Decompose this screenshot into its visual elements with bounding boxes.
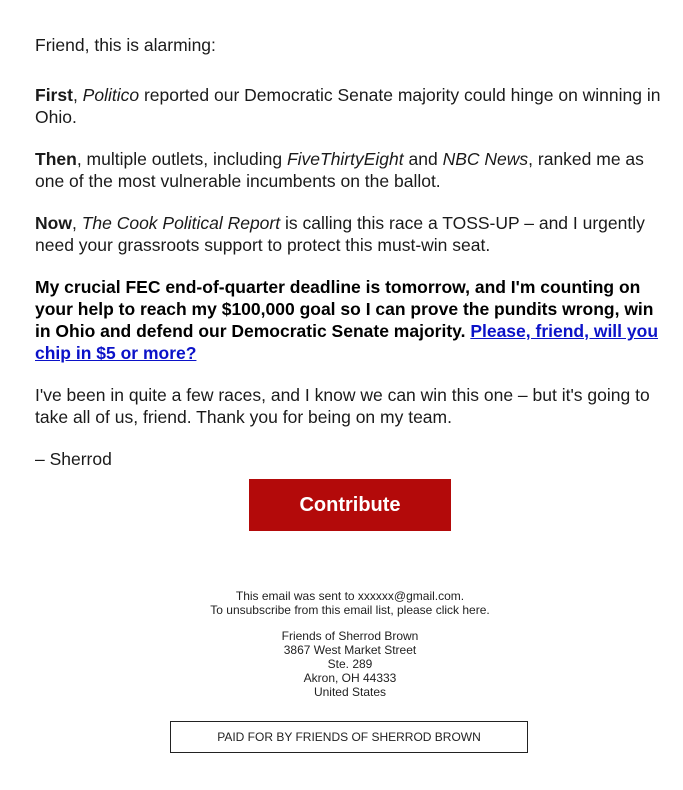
org-name: Friends of Sherrod Brown: [281, 629, 419, 643]
street-address: 3867 West Market Street: [283, 643, 417, 657]
email-body: [35, 34, 667, 470]
email-footer: [0, 589, 683, 699]
lead-now: Now: [35, 213, 72, 233]
greeting: Friend, this is alarming:: [35, 35, 216, 55]
signoff: – Sherrod: [35, 449, 112, 469]
suite: Ste. 289: [327, 657, 373, 671]
contribute-button[interactable]: Contribute: [249, 479, 451, 531]
chip-in-link[interactable]: Please, friend, will you chip in $5 or more?: [35, 321, 659, 363]
paid-for-disclaimer: PAID FOR BY FRIENDS OF SHERROD BROWN: [170, 721, 528, 753]
source-fivethirtyeight: FiveThirtyEight: [286, 149, 404, 169]
paragraph-politico: First, Politico reported our Democratic Senate majority could hinge on winning in Ohio.: [35, 85, 661, 127]
paragraph-cook-report: Now, The Cook Political Report is calling this race a TOSS-UP – and I urgently need your grassroots support to protect this must-win seat.: [35, 213, 645, 255]
country: United States: [313, 685, 387, 699]
paragraph-closing: I've been in quite a few races, and I know we can win this one – but it's going to take all of us, friend. Thank you for being on my team.: [35, 385, 650, 427]
source-politico: Politico: [82, 85, 140, 105]
paragraph-outlets: Then, multiple outlets, including FiveThirtyEight and NBC News, ranked me as one of the most vulnerable incumbents on the ballot.: [35, 149, 644, 191]
lead-first: First: [35, 85, 73, 105]
lead-then: Then: [35, 149, 77, 169]
paragraph-deadline: My crucial FEC end-of-quarter deadline is tomorrow, and I'm counting on your help to reach my $100,000 goal so I can prove the pundits wrong, win in Ohio and defend our Democratic Senate majority. Please, friend, will you chip in $5 or more?: [35, 277, 659, 363]
source-cook-report: The Cook Political Report: [81, 213, 281, 233]
city-state-zip: Akron, OH 44333: [303, 671, 397, 685]
sent-to-text: This email was sent to xxxxxx@gmail.com.: [235, 589, 465, 603]
source-nbc-news: NBC News: [442, 149, 529, 169]
cta-container: [249, 479, 451, 531]
mailing-address: [0, 629, 683, 699]
unsubscribe-link[interactable]: To unsubscribe from this email list, please click here.: [210, 603, 490, 617]
